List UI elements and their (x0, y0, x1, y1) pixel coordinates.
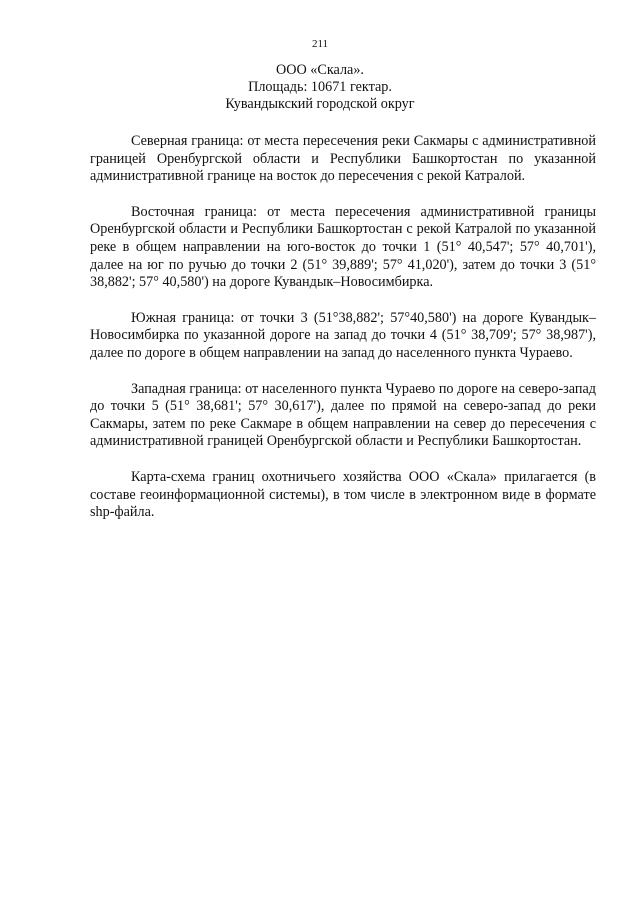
document-header (0, 62, 640, 113)
east-border-paragraph: Восточная граница: от места пересечения административной границы Оренбургской области и Республики Башкортостан с рекой Катралой по указанной реке в общем направлении на юго-восток до точки 1 (51° 40,547'; 57° 40,701'), далее на юг по ручью до точки 2 (51° 39,889'; 57° 41,020'), затем до точки 3 (51° 38,882'; 57° 40,580') на дороге Кувандык–Новосимбирка. (90, 203, 596, 291)
page-number: 211 (311, 38, 329, 50)
district-name: Кувандыкский городской округ (225, 96, 415, 112)
west-border-paragraph: Западная граница: от населенного пункта Чураево по дороге на северо-запад до точки 5 (51° 38,681'; 57° 30,617'), далее по прямой на северо-запад до реки Сакмары, затем по реке Сакмаре в общем направлении на север до пересечения с административной границей Оренбургской области и Республики Башкортостан. (90, 380, 596, 450)
map-note-paragraph: Карта-схема границ охотничьего хозяйства ООО «Скала» прилагается (в составе геоинформационной системы), в том числе в электронном виде в формате shp-файла. (90, 468, 596, 521)
north-border-paragraph: Северная граница: от места пересечения реки Сакмары с административной границей Оренбургской области и Республики Башкортостан по указанной административной границе на восток до пересечения с рекой Катралой. (90, 133, 596, 185)
organization-name: ООО «Скала». (276, 62, 364, 78)
south-border-paragraph: Южная граница: от точки 3 (51°38,882'; 57°40,580') на дороге Кувандык–Новосимбирка по указанной дороге на запад до точки 4 (51° 38,709'; 57° 38,987'), далее по дороге в общем направлении на запад до населенного пункта Чураево. (90, 309, 596, 361)
document-body (90, 133, 596, 540)
area-line: Площадь: 10671 гектар. (248, 79, 392, 95)
